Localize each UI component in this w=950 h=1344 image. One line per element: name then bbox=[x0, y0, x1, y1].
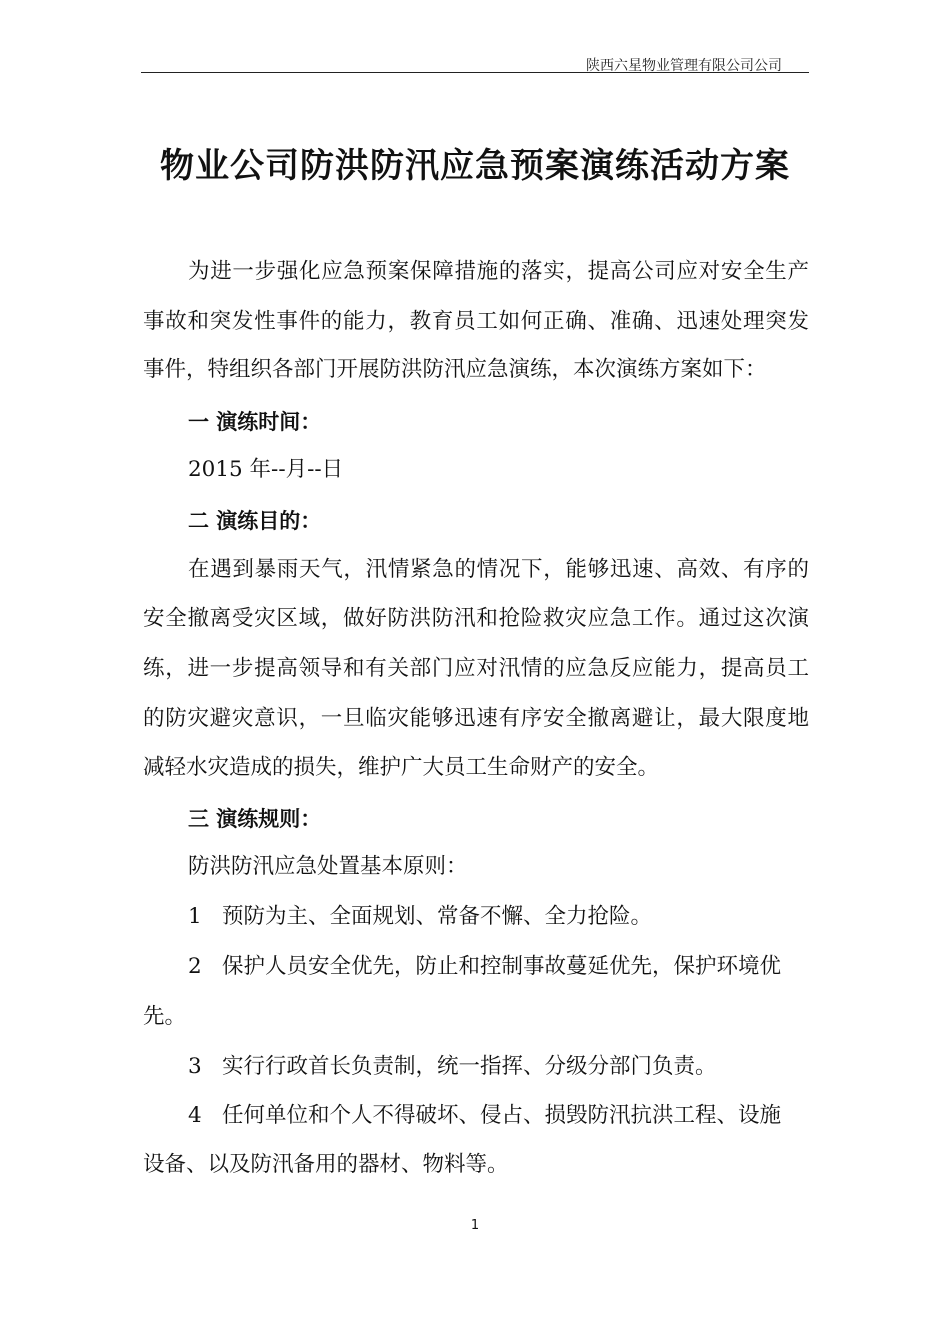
header-divider bbox=[141, 72, 809, 73]
section-2-heading: 二 演练目的： bbox=[188, 509, 322, 533]
principle-text: 任何单位和个人不得破坏、侵占、损毁防汛抗洪工程、设施 bbox=[222, 1103, 782, 1128]
intro-line-3: 事件，特组织各部门开展防洪防汛应急演练，本次演练方案如下： bbox=[143, 357, 767, 382]
principle-text: 实行行政首长负责制，统一指挥、分级分部门负责。 bbox=[222, 1054, 717, 1079]
principle-number: 4 bbox=[188, 1103, 202, 1128]
principle-text: 预防为主、全面规划、常备不懈、全力抢险。 bbox=[222, 904, 653, 929]
principle-number: 2 bbox=[188, 954, 202, 979]
section-2-line-4: 的防灾避灾意识，一旦临灾能够迅速有序安全撤离避让，最大限度地 bbox=[143, 706, 809, 731]
section-2-line-2: 安全撤离受灾区域，做好防洪防汛和抢险救灾应急工作。通过这次演 bbox=[143, 606, 809, 631]
intro-line-2: 事故和突发性事件的能力，教育员工如何正确、准确、迅速处理突发 bbox=[143, 309, 809, 334]
principle-number: 1 bbox=[188, 904, 202, 929]
principle-item-4 bbox=[188, 1101, 809, 1131]
page-number: 1 bbox=[470, 1218, 480, 1233]
header-company-name: 陕西六星物业管理有限公司公司 bbox=[586, 58, 782, 74]
principle-item-3 bbox=[188, 1052, 809, 1082]
document-title: 物业公司防洪防汛应急预案演练活动方案 bbox=[160, 146, 790, 186]
principle-item-1 bbox=[188, 902, 809, 932]
section-3-heading: 三 演练规则： bbox=[188, 807, 322, 831]
principle-item-2 bbox=[188, 952, 809, 982]
intro-line-1: 为进一步强化应急预案保障措施的落实，提高公司应对安全生产 bbox=[188, 259, 809, 284]
principle-text: 保护人员安全优先，防止和控制事故蔓延优先，保护环境优 bbox=[222, 954, 782, 979]
section-1-text: 2015 年--月--日 bbox=[188, 457, 344, 482]
principle-item-4-continued: 设备、以及防汛备用的器材、物料等。 bbox=[143, 1152, 509, 1177]
principle-item-2-continued: 先。 bbox=[143, 1004, 187, 1029]
section-2-line-3: 练，进一步提高领导和有关部门应对汛情的应急反应能力，提高员工 bbox=[143, 656, 809, 681]
principle-number: 3 bbox=[188, 1054, 202, 1079]
section-2-line-5: 减轻水灾造成的损失，维护广大员工生命财产的安全。 bbox=[143, 755, 660, 780]
section-2-line-1: 在遇到暴雨天气，汛情紧急的情况下，能够迅速、高效、有序的 bbox=[188, 557, 809, 582]
section-3-intro: 防洪防汛应急处置基本原则： bbox=[188, 854, 468, 879]
section-1-heading: 一 演练时间： bbox=[188, 410, 322, 434]
